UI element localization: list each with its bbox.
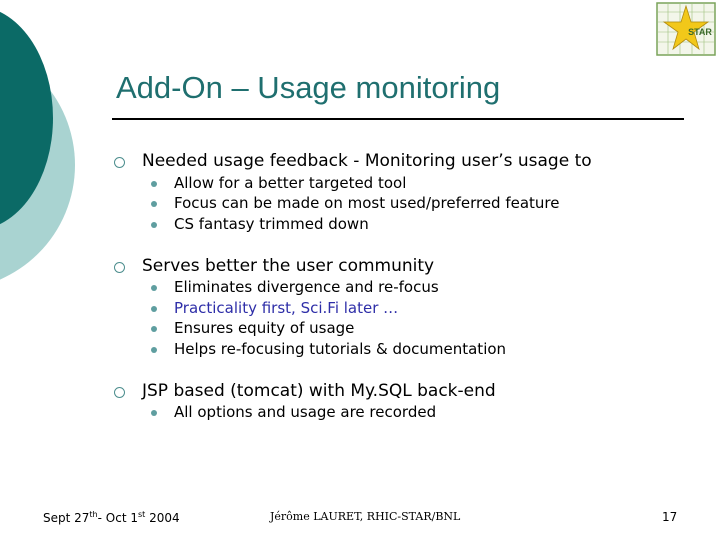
- sub-bullet-text-highlight: Practicality first, Sci.Fi later …: [174, 299, 399, 317]
- hollow-circle-bullet-icon: [114, 262, 125, 273]
- hollow-circle-bullet-icon: [114, 157, 125, 168]
- dot-bullet-icon: [151, 326, 157, 332]
- dot-bullet-icon: [151, 410, 157, 416]
- sub-bullet-text: CS fantasy trimmed down: [174, 215, 369, 233]
- dot-bullet-icon: [151, 201, 157, 207]
- sub-bullet-text: Eliminates divergence and re-focus: [174, 278, 439, 296]
- dot-bullet-icon: [151, 181, 157, 187]
- dot-bullet-icon: [151, 347, 157, 353]
- dot-bullet-icon: [151, 285, 157, 291]
- slide-title: Add-On – Usage monitoring: [116, 70, 501, 105]
- bullet-text: Serves better the user community: [142, 256, 435, 276]
- hollow-circle-bullet-icon: [114, 387, 125, 398]
- sub-bullet-text: Focus can be made on most used/preferred feature: [174, 194, 560, 212]
- sub-bullet-text: Helps re-focusing tutorials & documentation: [174, 340, 507, 358]
- dot-bullet-icon: [151, 222, 157, 228]
- logo-text: STAR: [688, 27, 712, 37]
- star-logo-icon: [656, 2, 716, 56]
- sub-bullet-text: Ensures equity of usage: [174, 319, 355, 337]
- title-divider: [112, 118, 684, 120]
- footer-date: Sept 27th- Oct 1st 2004: [43, 510, 180, 525]
- sub-bullet-text: Allow for a better targeted tool: [174, 174, 407, 192]
- bullet-text: JSP based (tomcat) with My.SQL back-end: [142, 381, 496, 401]
- decorative-teal-circles: [0, 0, 120, 300]
- page-number: 17: [662, 510, 678, 524]
- bullet-text: Needed usage feedback - Monitoring user’s usage to: [142, 151, 592, 171]
- sub-bullet-text: All options and usage are recorded: [174, 403, 437, 421]
- dot-bullet-icon: [151, 306, 157, 312]
- footer-author: Jérôme LAURET, RHIC-STAR/BNL: [270, 510, 461, 523]
